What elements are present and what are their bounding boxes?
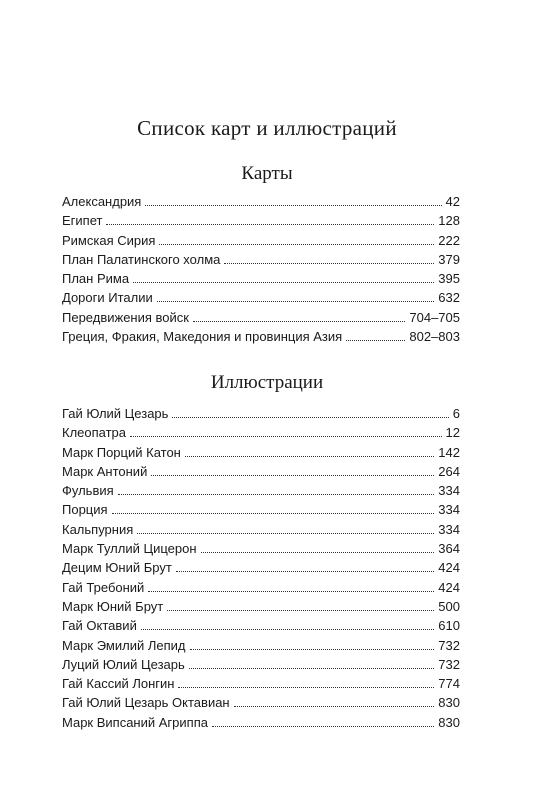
entry-title: Гай Октавий	[62, 618, 137, 634]
dot-leader	[133, 282, 434, 283]
dot-leader	[176, 571, 434, 572]
entry-page-number: 424	[438, 560, 460, 576]
entry-page-number: 264	[438, 463, 460, 479]
toc-entry	[62, 693, 460, 712]
toc-entry	[62, 558, 460, 577]
dot-leader	[190, 649, 435, 650]
entry-page-number: 774	[438, 676, 460, 692]
toc-entry	[62, 327, 460, 346]
dot-leader	[106, 224, 434, 225]
entry-page-number: 732	[438, 637, 460, 653]
page-title: Список карт и иллюстраций	[137, 116, 397, 140]
toc-entry	[62, 597, 460, 616]
dot-leader	[151, 475, 434, 476]
entry-page-number: 424	[438, 579, 460, 595]
entry-page-number: 632	[438, 290, 460, 306]
dot-leader	[137, 533, 434, 534]
toc-entry	[62, 713, 460, 732]
entry-title: Гай Кассий Лонгин	[62, 676, 175, 692]
toc-entry	[62, 462, 460, 481]
toc-entry	[62, 231, 460, 250]
dot-leader	[193, 321, 405, 322]
entry-page-number: 222	[438, 232, 460, 248]
entry-page-number: 830	[438, 695, 460, 711]
entry-page-number: 142	[438, 444, 460, 460]
dot-leader	[130, 436, 442, 437]
entry-title: Кальпурния	[62, 521, 134, 537]
entry-title: Греция, Фракия, Македония и провинция Азия	[62, 329, 343, 345]
entry-page-number: 610	[438, 618, 460, 634]
dot-leader	[141, 629, 434, 630]
dot-leader	[201, 552, 435, 553]
dot-leader	[224, 263, 434, 264]
entry-title: План Рима	[62, 271, 130, 287]
dot-leader	[212, 726, 434, 727]
entry-title: Марк Туллий Цицерон	[62, 541, 197, 557]
toc-entry	[62, 674, 460, 693]
entry-page-number: 500	[438, 598, 460, 614]
toc-entry	[62, 520, 460, 539]
entry-title: Марк Юний Брут	[62, 598, 164, 614]
entry-page-number: 732	[438, 656, 460, 672]
dot-leader	[118, 494, 435, 495]
dot-leader	[148, 591, 434, 592]
entry-page-number: 6	[452, 406, 460, 421]
toc-entry	[62, 250, 460, 269]
dot-leader	[145, 205, 441, 206]
toc-entry	[62, 443, 460, 462]
entry-page-number: 42	[445, 194, 460, 209]
entry-title: Дороги Италии	[62, 290, 153, 306]
toc-entry	[62, 269, 460, 288]
entry-page-number: 704–705	[409, 309, 460, 325]
entry-title: Марк Эмилий Лепид	[62, 637, 186, 653]
entry-page-number: 830	[438, 714, 460, 730]
entry-title: Клеопатра	[62, 425, 127, 441]
toc-entry	[62, 192, 460, 211]
toc-entry	[62, 500, 460, 519]
entry-page-number: 12	[445, 425, 460, 441]
dot-leader	[185, 456, 434, 457]
toc-entry	[62, 481, 460, 500]
entry-page-number: 379	[438, 251, 460, 267]
toc-entry	[62, 539, 460, 558]
entry-page-number: 334	[438, 502, 460, 518]
dot-leader	[112, 513, 435, 514]
maps-section-heading: Карты	[241, 163, 293, 184]
entry-title: Гай Требоний	[62, 579, 145, 595]
toc-entry	[62, 655, 460, 674]
dot-leader	[346, 340, 405, 341]
dot-leader	[178, 687, 434, 688]
entry-title: План Палатинского холма	[62, 251, 221, 267]
dot-leader	[234, 706, 435, 707]
entry-title: Передвижения войск	[62, 309, 189, 325]
entry-page-number: 364	[438, 541, 460, 557]
illustrations-section-heading: Иллюстрации	[210, 372, 324, 393]
entry-title: Порция	[62, 502, 108, 518]
entry-title: Фульвия	[62, 483, 114, 499]
entry-title: Децим Юний Брут	[62, 560, 172, 576]
entry-title: Марк Порций Катон	[62, 444, 181, 460]
toc-entry	[62, 636, 460, 655]
dot-leader	[167, 610, 434, 611]
entry-title: Александрия	[62, 194, 142, 209]
entry-title: Римская Сирия	[62, 232, 156, 248]
entry-page-number: 128	[438, 213, 460, 229]
entry-title: Гай Юлий Цезарь	[62, 406, 169, 421]
toc-entry	[62, 308, 460, 327]
toc-entry	[62, 616, 460, 635]
toc-entry	[62, 404, 460, 423]
entry-page-number: 395	[438, 271, 460, 287]
entry-title: Марк Випсаний Агриппа	[62, 714, 208, 730]
dot-leader	[159, 244, 434, 245]
maps-list	[62, 192, 460, 346]
entry-title: Гай Юлий Цезарь Октавиан	[62, 695, 230, 711]
toc-entry	[62, 578, 460, 597]
toc-entry	[62, 211, 460, 230]
dot-leader	[157, 301, 435, 302]
toc-entry	[62, 423, 460, 442]
entry-title: Луций Юлий Цезарь	[62, 656, 185, 672]
entry-title: Марк Антоний	[62, 463, 148, 479]
illustrations-list	[62, 404, 460, 732]
entry-title: Египет	[62, 213, 103, 229]
dot-leader	[172, 417, 448, 418]
entry-page-number: 334	[438, 521, 460, 537]
entry-page-number: 802–803	[409, 329, 460, 345]
toc-entry	[62, 288, 460, 307]
dot-leader	[189, 668, 435, 669]
entry-page-number: 334	[438, 483, 460, 499]
